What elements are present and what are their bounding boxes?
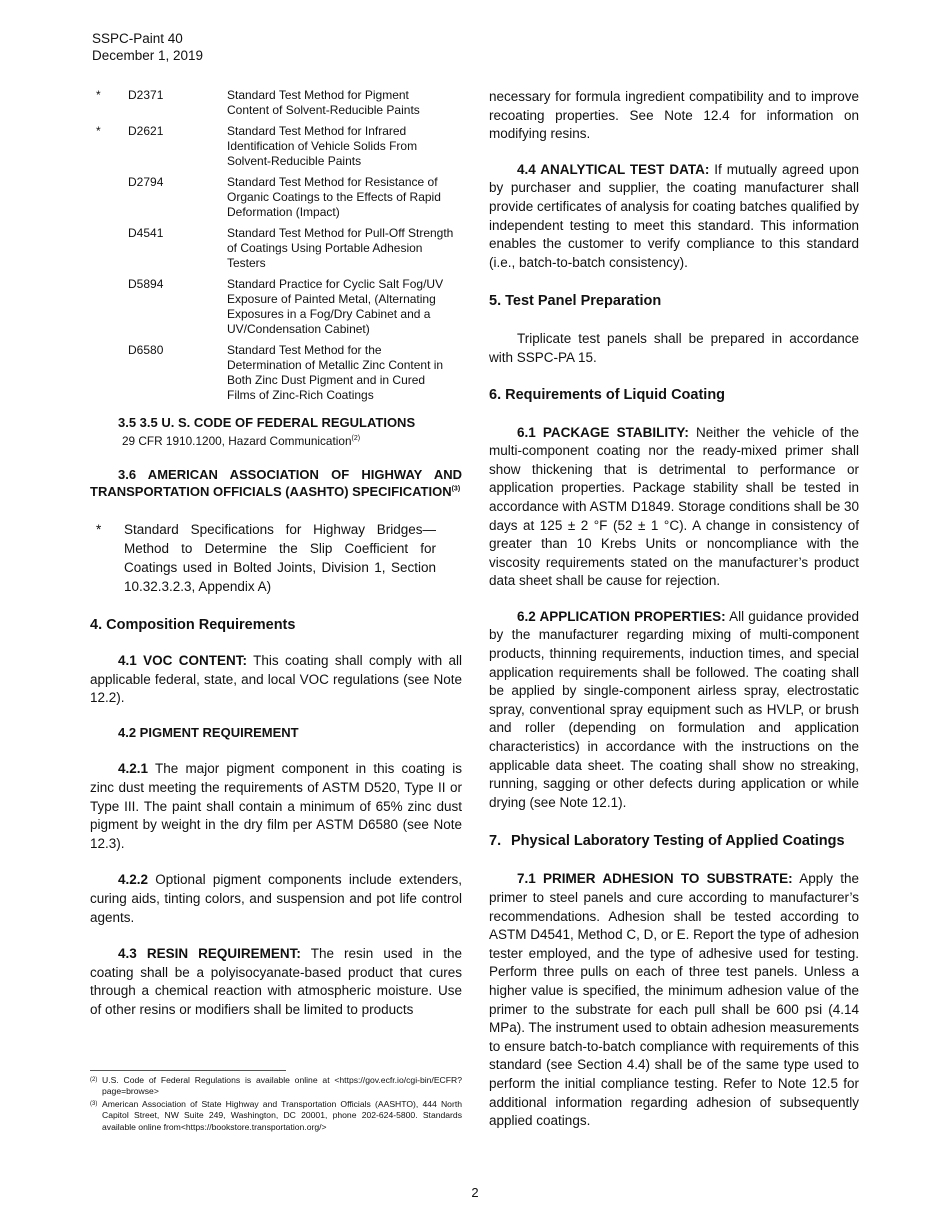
document-date: December 1, 2019 <box>92 48 204 63</box>
paragraph-text: Neither the vehicle of the multi-component coating nor the ready-mixed primer shall show thickening that is detrimental to performance or application properties. Package stability shall be tested in accordance with ASTM D1849. Storage conditions shall be 30 days at 125 ± 2 °F (52 ± 1 °C). A change in consistency of greater than 10 Krebs Units or noncompliance with the viscosity requirements stated on the manufacturer’s product data sheet shall be cause for rejection. <box>489 424 859 589</box>
paragraph-text: Optional pigment components include extenders, curing aids, tinting colors, and suspension and pot life control agents. <box>90 872 462 925</box>
reference-code: D6580 <box>128 343 164 357</box>
revision-marker <box>90 226 128 271</box>
paragraph-7-1 <box>489 870 859 1130</box>
reference-code: D2621 <box>128 124 164 138</box>
footnote-ref: (3) <box>451 485 461 493</box>
reference-code: D2794 <box>128 175 164 189</box>
footnote-ref: (2) <box>351 435 361 443</box>
reference-code: D2371 <box>128 88 164 102</box>
reference-item <box>90 277 462 337</box>
right-column <box>489 88 859 1131</box>
section-3-6-heading <box>90 466 462 500</box>
left-column <box>90 88 462 1020</box>
section-5-heading: 5. Test Panel Preparation <box>489 293 662 310</box>
paragraph-text: All guidance provided by the manufacturer regarding mixing of multi-component products, thinning requirements, induction times, and special application requirements shall be followed. The coating shall be applied by single-component airless spray, electrostatic spray, conventional spray equipment such as HVLP, or brush and roller (depending on formulation and application characteristics) in accordance with the instructions on the applicable data sheet. The coating shall show no streaking, running, sagging or other defects during application or while drying (see Note 12.1). <box>489 608 860 810</box>
paragraph-4-2-1 <box>90 760 462 853</box>
footnotes <box>90 1075 462 1134</box>
paragraph-text: The major pigment component in this coating is zinc dust meeting the requirements of ASTM D520, Type II or Type III. The paint shall contain a minimum of 65% zinc dust pigment by weight in the dry film per ASTM D6580 (see Note 12.3). <box>90 761 462 851</box>
running-header <box>92 30 203 64</box>
document-id: SSPC-Paint 40 <box>92 31 183 46</box>
cfr-item-text: 29 CFR 1910.1200, Hazard Communication <box>122 434 352 448</box>
section-number: 7. <box>489 833 502 850</box>
paragraph-4-1 <box>90 652 462 708</box>
revision-marker: * <box>96 522 102 537</box>
revision-marker: * <box>96 124 101 138</box>
paragraph-label: 4.3 RESIN REQUIREMENT: <box>118 946 301 962</box>
reference-list <box>90 88 462 403</box>
section-4-heading: 4. Composition Requirements <box>90 617 296 633</box>
paragraph-4-3-continued: necessary for formula ingredient compatibility and to improve recoating properties. See Note 12.4 for information on modifying resins. <box>489 89 859 142</box>
page-number: 2 <box>471 1185 479 1200</box>
paragraph-4-2-2 <box>90 871 462 927</box>
reference-title: Standard Test Method for Pigment Content of Solvent-Reducible Paints <box>227 88 420 117</box>
section-3-5-heading: 3.5 3.5 U. S. CODE OF FEDERAL REGULATIONS <box>118 415 416 430</box>
aashto-item-text: Standard Specifications for Highway Bridges—Method to Determine the Slip Coefficient for Coatings used in Bolted Joints, Division 1, Section 10.32.3.2.3, Appendix A) <box>124 522 436 594</box>
paragraph-4-4 <box>489 161 859 273</box>
cfr-item <box>90 434 462 448</box>
revision-marker: * <box>96 88 101 102</box>
section-7-heading-text: Physical Laboratory Testing of Applied Coatings <box>511 833 845 850</box>
footnote-text: American Association of State Highway and Transportation Officials (AASHTO), 444 North Capitol Street, NW Suite 249, Washington, DC 20001, phone 202-624-5800. Standards available online from<https://bookstore.transportation.org/> <box>102 1098 462 1132</box>
paragraph-label: 7.1 PRIMER ADHESION TO SUBSTRATE: <box>517 871 793 887</box>
reference-item <box>90 226 462 271</box>
reference-title: Standard Test Method for Pull-Off Strength of Coatings Using Portable Adhesion Testers <box>227 226 454 270</box>
paragraph-text: Apply the primer to steel panels and cure according to manufacturer’s recommendations. Adhesion shall be tested according to ASTM D4541, Method C, D, or E. Report the type of adhesion tester employed, and the type of adhesive used for testing. Perform three pulls on each of three test panels. Unless a higher value is specified, the minimum adhesion value of the primer to the substrate for each pull shall be 600 psi (4.14 MPa). The instrument used to obtain adhesion measurements to ensure batch-to-batch compliance with requirements of this standard (see Section 4.4) shall be of the same type used to perform the initial compliance testing. Refer to Note 12.5 for additional information regarding adhesion of subsequently applied coatings. <box>489 871 860 1129</box>
paragraph-text: If mutually agreed upon by purchaser and supplier, the coating manufacturer shall provide certificates of analysis for coating batches qualified by independent testing to meet this standard. This information enables the customer to verify compliance to this standard (i.e., batch-to-batch consistency). <box>489 161 859 270</box>
section-7-heading <box>489 832 859 850</box>
revision-marker <box>90 277 128 337</box>
paragraph-label: 4.2.2 <box>118 872 149 888</box>
footnote-mark: (3) <box>90 1100 98 1107</box>
reference-title: Standard Practice for Cyclic Salt Fog/UV Exposure of Painted Metal, (Alternating Exposures in a Fog/Dry Cabinet and a UV/Condensation Cabinet) <box>227 277 444 336</box>
footnote-text: U.S. Code of Federal Regulations is available online at <https://gov.ecfr.io/cgi-bin/ECFR?page=browse> <box>102 1075 462 1097</box>
paragraph-text: This coating shall comply with all applicable federal, state, and local VOC regulations (see Note 12.2). <box>90 653 462 706</box>
reference-code: D4541 <box>128 226 164 240</box>
reference-title: Standard Test Method for Resistance of Organic Coatings to the Effects of Rapid Deformation (Impact) <box>227 175 441 219</box>
revision-marker <box>90 343 128 403</box>
section-6-heading: 6. Requirements of Liquid Coating <box>489 386 726 403</box>
reference-item <box>90 175 462 220</box>
footnote <box>90 1099 462 1133</box>
paragraph-label: 6.1 PACKAGE STABILITY: <box>517 424 689 440</box>
paragraph-label: 4.2.1 <box>118 761 149 777</box>
paragraph-label: 4.4 ANALYTICAL TEST DATA: <box>517 161 710 177</box>
paragraph-label: 6.2 APPLICATION PROPERTIES: <box>517 608 726 624</box>
paragraph-6-1 <box>489 424 859 591</box>
paragraph-4-2-heading: 4.2 PIGMENT REQUIREMENT <box>118 724 299 740</box>
reference-title: Standard Test Method for the Determination of Metallic Zinc Content in Both Zinc Dust Pigment and in Cured Films of Zinc-Rich Coatings <box>227 343 444 402</box>
footnote-mark: (2) <box>90 1077 98 1083</box>
reference-item <box>90 88 462 118</box>
section-3-6-heading-text: 3.6 AMERICAN ASSOCIATION OF HIGHWAY AND TRANSPORTATION OFFICIALS (AASHTO) SPECIFICATION <box>90 467 462 499</box>
reference-title: Standard Test Method for Infrared Identification of Vehicle Solids From Solvent-Reducible Paints <box>227 124 418 168</box>
paragraph-5: Triplicate test panels shall be prepared in accordance with SSPC-PA 15. <box>489 331 859 365</box>
reference-code: D5894 <box>128 277 164 291</box>
paragraph-4-3 <box>90 945 462 1019</box>
paragraph-label: 4.1 VOC CONTENT: <box>118 653 247 668</box>
reference-item <box>90 343 462 403</box>
revision-marker <box>90 175 128 220</box>
paragraph-text: The resin used in the coating shall be a polyisocyanate-based product that cures through a chemical reaction with atmospheric moisture. Use of other resins or modifiers shall be limited to products <box>90 946 462 1017</box>
aashto-item <box>90 520 462 596</box>
paragraph-6-2 <box>489 608 859 813</box>
footnote-divider <box>90 1070 286 1071</box>
reference-item <box>90 124 462 169</box>
footnote <box>90 1075 462 1098</box>
